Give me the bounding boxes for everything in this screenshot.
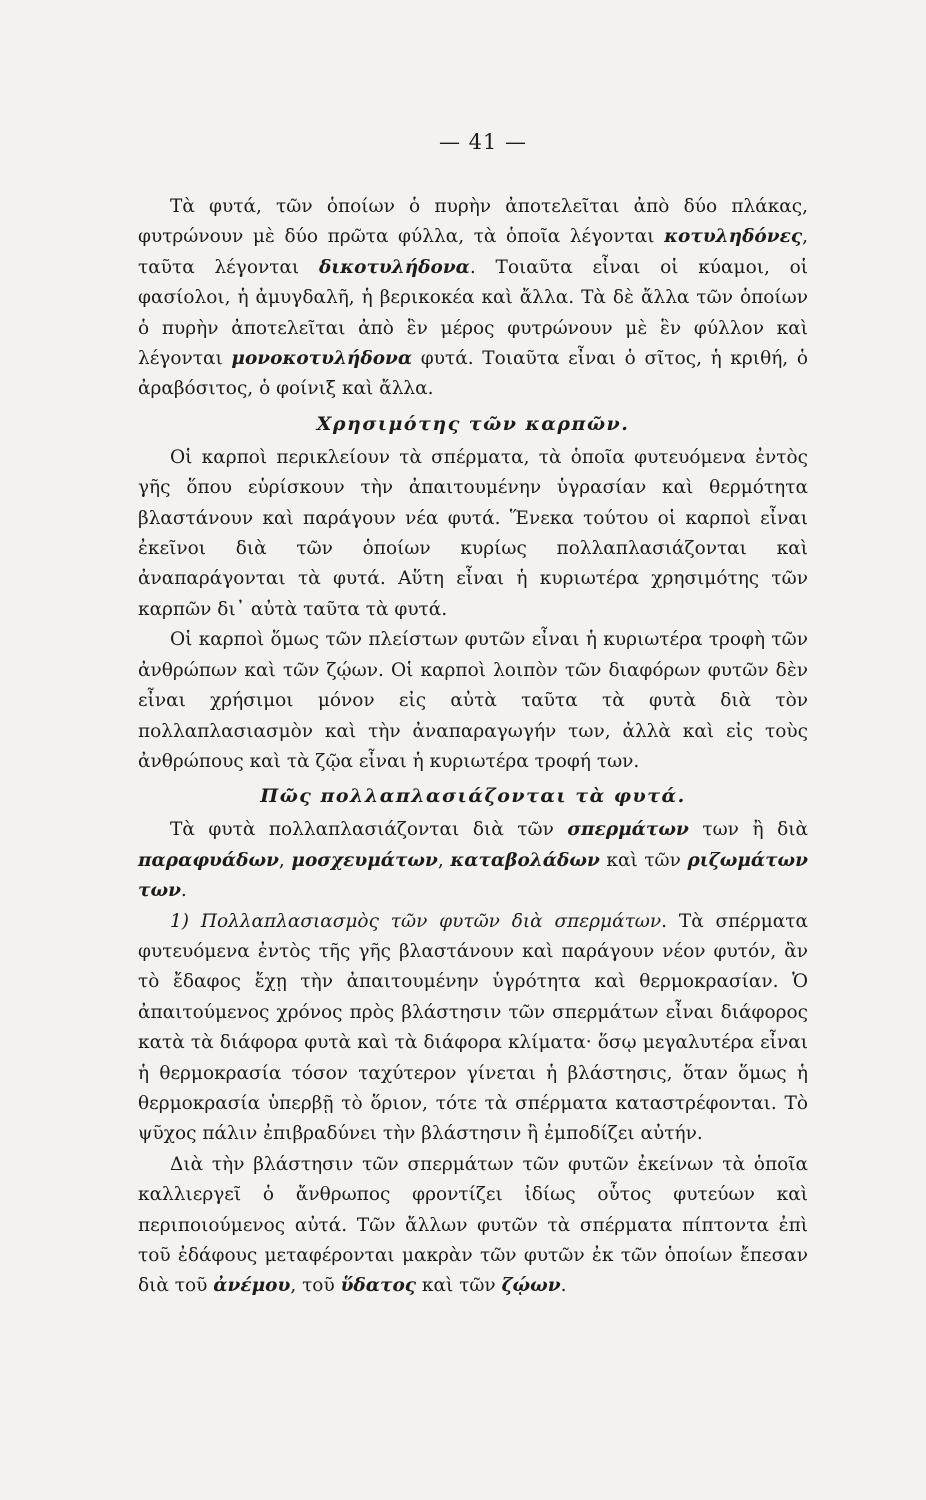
paragraph-seed-dispersal: Διὰ τὴν βλάστησιν τῶν σπερμάτων τῶν φυτῶν ἐκείνων τὰ ὁποῖα καλλιεργεῖ ὁ ἄνθρωπος φροντίζει ἰδίως οὗτος φυτεύων καὶ περιποιούμενος αὐτά. Τῶν ἄλλων φυτῶν τὰ σπέρματα πίπτοντα ἐπὶ τοῦ ἐδάφους μεταφέρονται μακρὰν τῶν φυτῶν ἐκ τῶν ὁποίων ἔπεσαν διὰ τοῦ ἀνέμου, τοῦ ὕδατος καὶ τῶν ζῴων. (138, 1153, 808, 1297)
page-number: — 41 — (438, 130, 528, 154)
term-anemou: ἀνέμου (213, 1275, 291, 1297)
term-rizomaton: ριζωμάτων των (138, 849, 809, 902)
paragraph-fruit-food: Οἱ καρποὶ ὅμως τῶν πλείστων φυτῶν εἶναι ἡ κυριωτέρα τροφὴ τῶν ἀνθρώπων καὶ τῶν ζῴων. Οἱ καρποὶ λοιπὸν τῶν διαφόρων φυτῶν δὲν εἶναι χρήσιμοι μόνον εἰς αὐτὰ ταῦτα τὰ φυτὰ διὰ τὸν πολλαπλασιασμὸν καὶ τὴν ἀναπαραγωγήν των, ἀλλὰ καὶ εἰς τοὺς ἀνθρώπους καὶ τὰ ζῷα εἶναι ἡ κυριωτέρα τροφή των. (138, 629, 808, 772)
term-dikotyledona: δικοτυλήδονα (318, 256, 470, 278)
term-kotyledones: κοτυληδόνες (664, 226, 803, 248)
section-heading-plant-propagation: Πῶς πολλαπλασιάζονται τὰ φυτά. (260, 785, 686, 808)
paragraph-cotyledons: Τὰ φυτά, τῶν ὁποίων ὁ πυρὴν ἀποτελεῖται ἀπὸ δύο πλάκας, φυτρώνουν μὲ δύο πρῶτα φύλλα, τὰ ὁποῖα λέγονται κοτυληδόνες, ταῦτα λέγονται δικοτυλήδονα. Τοιαῦτα εἶναι οἱ κύαμοι, οἱ φασίολοι, ἡ ἀμυγδαλῆ, ἡ βερικοκέα καὶ ἄλλα. Τὰ δὲ ἄλλα τῶν ὁποίων ὁ πυρὴν ἀποτελεῖται ἀπὸ ἓν μέρος φυτρώνουν μὲ ἓν φύλλον καὶ λέγονται μονοκοτυλήδονα φυτά. Τοιαῦτα εἶναι ὁ σῖτος, ἡ κριθή, ὁ ἀραβόσιτος, ὁ φοίνιξ καὶ ἄλλα. (138, 196, 808, 400)
paragraph-seed-propagation: 1) Πολλαπλασιασμὸς τῶν φυτῶν διὰ σπερμάτων. Τὰ σπέρματα φυτευόμενα ἐντὸς τῆς γῆς βλαστάνουν καὶ παράγουν νέον φυτόν, ἂν τὸ ἔδαφος ἔχῃ τὴν ἀπαιτουμένην ὑγρότητα καὶ θερμοκρασίαν. Ὁ ἀπαιτούμενος χρόνος πρὸς βλάστησιν τῶν σπερμάτων εἶναι διάφορος κατὰ τὰ διάφορα φυτὰ καὶ τὰ διάφορα κλίματα· ὅσῳ μεγαλυτέρα εἶναι ἡ θερμοκρασία τόσον ταχύτερον γίνεται ἡ βλάστησις, ὅταν ὅμως ἡ θερμοκρασία ὑπερβῇ τὸ ὅριον, τότε τὰ σπέρματα καταστρέφονται. Τὸ ψῦχος πάλιν ἐπιβραδύνει τὴν βλάστησιν ἢ ἐμποδίζει αὐτήν. (138, 910, 808, 1145)
term-monokotyledona: μονοκοτυλήδονα (231, 348, 413, 370)
term-moscheymaton: μοσχευμάτων (291, 849, 438, 871)
paragraph-propagation-methods: Τὰ φυτὰ πολλαπλασιάζονται διὰ τῶν σπερμάτων των ἢ διὰ παραφυάδων, μοσχευμάτων, καταβολάδων καὶ τῶν ριζωμάτων των. (138, 819, 809, 902)
term-ydatos: ὕδατος (340, 1275, 417, 1297)
term-katavoladon: καταβολάδων (450, 849, 600, 871)
section-heading-fruit-usefulness: Χρησιμότης τῶν καρπῶν. (316, 412, 630, 435)
subsection-lead: 1) Πολλαπλασιασμὸς τῶν φυτῶν διὰ σπερμάτων (170, 910, 662, 932)
paragraph-fruit-seeds: Οἱ καρποὶ περικλείουν τὰ σπέρματα, τὰ ὁποῖα φυτευόμενα ἐντὸς γῆς ὅπου εὑρίσκουν τὴν ἀπαιτουμένην ὑγρασίαν καὶ θερμότητα βλαστάνουν καὶ παράγουν νέα φυτά. Ἕνεκα τούτου οἱ καρποὶ εἶναι ἐκεῖνοι διὰ τῶν ὁποίων κυρίως πολλαπλασιάζονται καὶ ἀναπαράγονται τὰ φυτά. Αὕτη εἶναι ἡ κυριωτέρα χρησιμότης τῶν καρπῶν δι᾽ αὐτὰ ταῦτα τὰ φυτά. (138, 446, 808, 620)
term-parafyadon: παραφυάδων (138, 849, 279, 871)
term-spermaton: σπερμάτων (567, 819, 689, 841)
term-zoon: ζῴων (501, 1275, 561, 1297)
